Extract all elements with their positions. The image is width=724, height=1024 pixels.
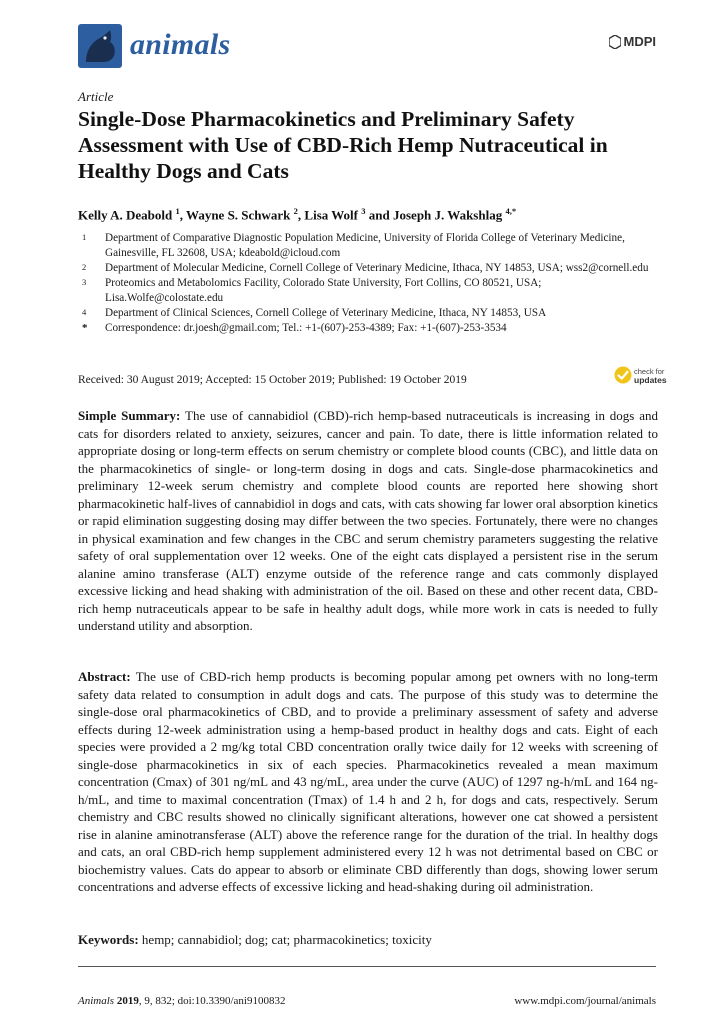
affiliation-number: 4	[82, 307, 87, 317]
simple-summary-text: The use of cannabidiol (CBD)-rich hemp-based nutraceuticals is increasing in dogs and cats for disorders related to anxiety, seizures, cancer and pain. To date, there is little information related to appropriate dosing or long-term effects on serum chemistry or complete blood counts (CBC), and little data on the pharmacokinetics of single- or long-term dosing in dogs and cats. Single-dose pharmacokinetics and preliminary 12-week serum chemistry and complete blood counts are reported here showing short pharmacokinetic half-lives of cannabidiol in dogs and cats, with cats showing far lower oral absorption kinetics or rapid elimination suggesting dosing may differ between the two species. Fortunately, there were no changes in physical examination and few changes in the CBC and serum chemistry parameters suggesting the relative safety of oral supplementation over 12 weeks. One of the eight cats displayed a persistent rise in the serum alanine amino transferase (ALT) enzyme outside of the reference range and cats commonly displayed excessive licking and head shaking with administration of the oil. Based on these and other recent data, CBD-rich hemp nutraceuticals appear to be safe in healthy adult dogs, while more work in cats is needed to fully understand utility and absorption.	[78, 408, 659, 633]
check-for-updates-badge[interactable]	[614, 366, 668, 390]
footer-year: 2019	[116, 995, 139, 1007]
author-list: Kelly A. Deabold $^1$, Wayne S. Schwark $^2$, Lisa Wolf $^3$ and Joseph J. Wakshlag $^{4,*}$	[78, 206, 517, 223]
journal-header	[78, 22, 656, 72]
footer-divider	[78, 966, 656, 967]
affiliation-list	[82, 231, 654, 336]
affiliation-text: Department of Comparative Diagnostic Population Medicine, University of Florida College of Veterinary Medicine, Gainesville, FL 32608, USA; kdeabold@icloud.com	[105, 232, 625, 259]
mdpi-logo-icon	[609, 35, 621, 49]
author-name: Wayne S. Schwark	[186, 207, 291, 223]
affiliation-item	[82, 261, 654, 276]
correspondence-text: Correspondence: dr.joesh@gmail.com; Tel.: +1-(607)-253-4389; Fax: +1-(607)-253-3534	[105, 322, 507, 334]
author-name: Lisa Wolf	[304, 207, 359, 223]
footer-journal: Animals	[78, 995, 115, 1007]
publisher-name: MDPI	[623, 34, 656, 49]
correspondence	[82, 321, 654, 336]
simple-summary	[78, 407, 658, 635]
footer-citation-rest: , 9, 832; doi:10.3390/ani9100832	[138, 995, 286, 1007]
article-type: Article	[78, 89, 114, 104]
author-affiliation-mark: 2	[293, 206, 298, 216]
publication-dates: Received: 30 August 2019; Accepted: 15 October 2019; Published: 19 October 2019	[78, 374, 467, 386]
affiliation-text: Proteomics and Metabolomics Facility, Colorado State University, Fort Collins, CO 80521, USA; Lisa.Wolfe@colostate.edu	[105, 277, 542, 304]
journal-name: animals	[130, 28, 231, 61]
keywords-text: hemp; cannabidiol; dog; cat; pharmacokinetics; toxicity	[141, 932, 432, 947]
animals-journal-logo-icon	[78, 24, 122, 68]
article-title: Single-Dose Pharmacokinetics and Preliminary Safety Assessment with Use of CBD-Rich Hemp Nutraceutical in Healthy Dogs and Cats	[78, 107, 608, 183]
affiliation-item	[82, 306, 654, 321]
abstract	[78, 668, 658, 896]
abstract-text: The use of CBD-rich hemp products is becoming popular among pet owners with no long-term safety data related to consumption in adult dogs and cats. The purpose of this study was to determine the single-dose oral pharmacokinetics of CBD, and to provide a preliminary assessment of safety and adverse effects during 12-week administration using a hemp-based product in healthy dogs and cats. Eight of each species were provided a 2 mg/kg total CBD concentration orally twice daily for 12 weeks with screening of single-dose pharmacokinetics in six of each species. Pharmacokinetics revealed a mean maximum concentration (Cmax) of 301 ng/mL and 43 ng/mL, area under the curve (AUC) of 1297 ng-h/mL and 164 ng-h/mL, and time to maximal concentration (Tmax) of 1.4 h and 2 h, for dogs and cats, respectively. Serum chemistry and CBC results showed no clinically significant alterations, however one cat showed a persistent rise in alanine aminotransferase (ALT) above the reference range for the duration of the trial. In healthy dogs and cats, an oral CBD-rich hemp supplement administered every 12 h was not detrimental based on CBC or biochemistry values. Cats do appear to absorb or eliminate CBD differently than dogs, showing lower serum concentrations and adverse effects of excessive licking and head-shaking during oil administration.	[78, 669, 659, 894]
affiliation-text: Department of Clinical Sciences, Cornell College of Veterinary Medicine, Ithaca, NY 14853, USA	[105, 307, 547, 319]
affiliation-item	[82, 276, 654, 306]
keywords	[78, 932, 432, 948]
affiliation-number: 3	[82, 277, 87, 287]
author-name: Kelly A. Deabold	[78, 207, 173, 223]
footer-journal-url[interactable]: www.mdpi.com/journal/animals	[514, 995, 656, 1007]
abstract-label: Abstract:	[78, 669, 131, 684]
affiliation-text: Department of Molecular Medicine, Cornell College of Veterinary Medicine, Ithaca, NY 14853, USA; wss2@cornell.edu	[105, 262, 649, 274]
affiliation-number: 2	[82, 262, 87, 272]
affiliation-number: 1	[82, 232, 87, 242]
author-name: Joseph J. Wakshlag	[392, 207, 503, 223]
footer-citation	[78, 995, 285, 1007]
check-updates-label: check for updates	[634, 367, 667, 385]
check-updates-icon	[614, 366, 632, 384]
author-affiliation-mark: 1	[175, 206, 180, 216]
keywords-label: Keywords:	[78, 932, 139, 947]
author-affiliation-mark: 3	[361, 206, 366, 216]
publisher-logo	[609, 34, 657, 49]
correspondence-mark: *	[82, 322, 88, 334]
author-affiliation-mark: 4,*	[505, 206, 517, 216]
simple-summary-label: Simple Summary:	[78, 408, 181, 423]
affiliation-item	[82, 231, 654, 261]
